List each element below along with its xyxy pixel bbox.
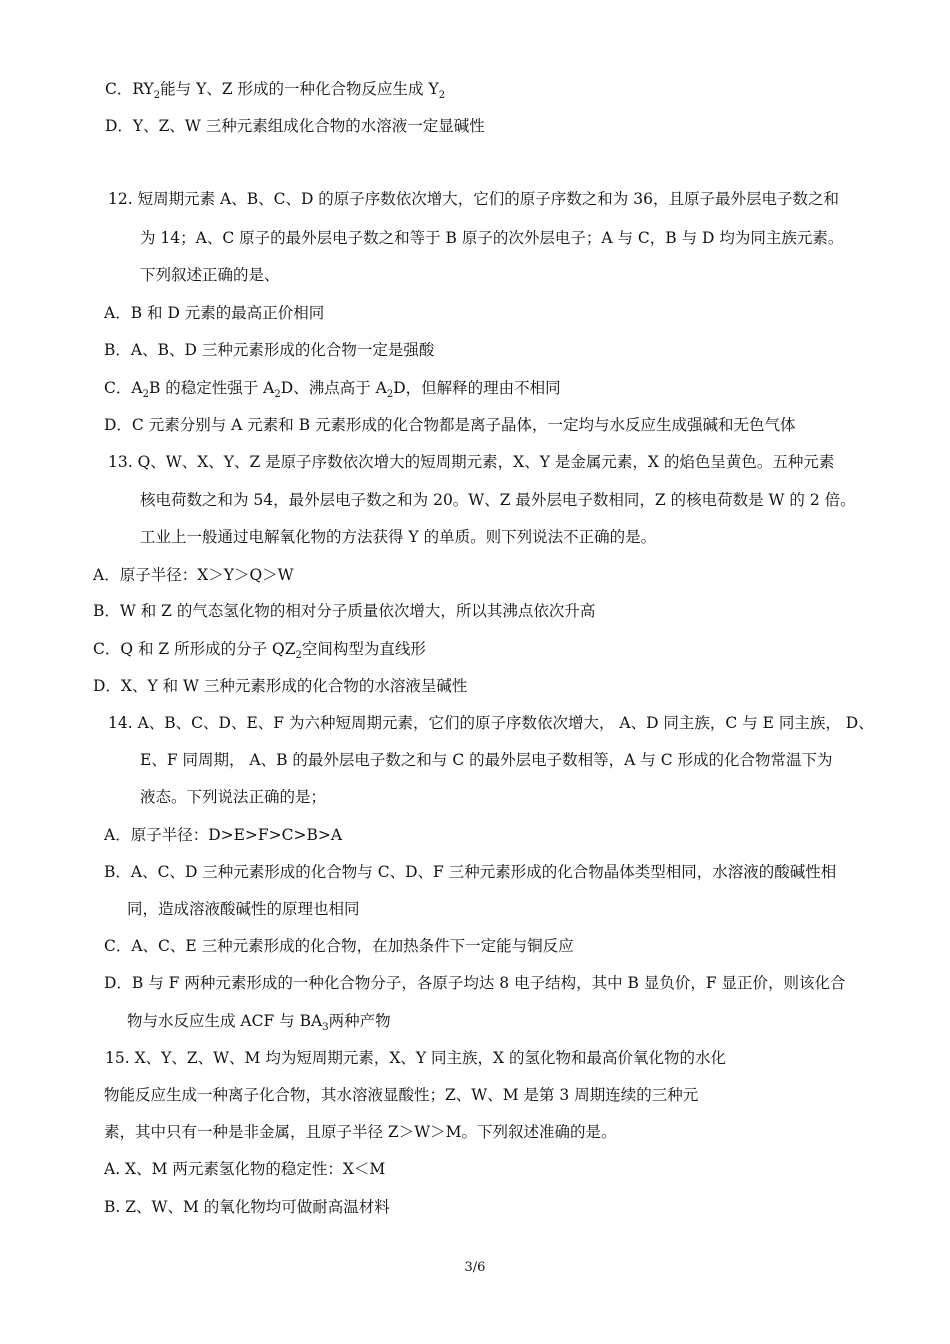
text-run: 为 14；A、C 原子的最外层电子数之和等于 B 原子的次外层电子；A 与 C，B 与 D 均为同主族元素。 xyxy=(140,229,844,247)
page-number: 3/6 xyxy=(464,1260,486,1275)
text-line xyxy=(104,339,434,361)
text-run: B. Z、W、M 的氧化物均可做耐高温材料 xyxy=(104,1198,390,1216)
text-run: 15. X、Y、Z、W、M 均为短周期元素，X、Y 同主族，X 的氢化物和最高价氧化物的水化 xyxy=(105,1049,727,1067)
text-line xyxy=(140,264,280,286)
text-run: 工业上一般通过电解氧化物的方法获得 Y 的单质。则下列说法不正确的是。 xyxy=(140,528,657,546)
text-run: D．B 与 F 两种元素形成的一种化合物分子，各原子均达 8 电子结构，其中 B 显负价，F 显正价，则该化合 xyxy=(104,974,846,992)
text-line xyxy=(93,638,426,660)
text-line xyxy=(104,377,561,399)
text-line xyxy=(140,786,326,808)
text-run: 素，其中只有一种是非金属，且原子半径 Z＞W＞M。下列叙述准确的是。 xyxy=(104,1123,617,1141)
text-line xyxy=(104,824,342,846)
subscript: 2 xyxy=(153,90,161,101)
text-line xyxy=(104,302,324,324)
text-run: 空间构型为直线形 xyxy=(301,640,426,658)
text-run: 液态。下列说法正确的是； xyxy=(140,788,327,806)
text-run: D．C 元素分别与 A 元素和 B 元素形成的化合物都是离子晶体，一定均与水反应生成强碱和无色气体 xyxy=(104,416,796,434)
text-run: 物能反应生成一种离子化合物，其水溶液显酸性；Z、W、M 是第 3 周期连续的三种元 xyxy=(104,1086,699,1104)
text-line xyxy=(108,712,874,734)
text-line xyxy=(104,414,796,436)
text-line xyxy=(93,675,467,697)
text-run: 两种产物 xyxy=(328,1012,391,1030)
subscript: 3 xyxy=(322,1022,329,1033)
text-run: A. X、M 两元素氢化物的稳定性：X＜M xyxy=(104,1160,386,1178)
text-run: D．X、Y 和 W 三种元素形成的化合物的水溶液呈碱性 xyxy=(93,677,468,695)
text-run: 12. 短周期元素 A、B、C、D 的原子序数依次增大，它们的原子序数之和为 36，且原子最外层电子数之和 xyxy=(108,190,839,208)
subscript: 2 xyxy=(142,389,149,400)
text-run: A．B 和 D 元素的最高正价相同 xyxy=(104,304,325,322)
text-line xyxy=(104,1084,698,1106)
text-run: C．RY xyxy=(105,80,154,98)
text-line xyxy=(140,526,656,548)
text-run: A．原子半径：X＞Y＞Q＞W xyxy=(93,566,294,584)
text-line xyxy=(108,188,839,210)
subscript: 2 xyxy=(438,90,446,101)
subscript: 2 xyxy=(274,389,281,400)
text-run: B．W 和 Z 的气态氢化物的相对分子质量依次增大，所以其沸点依次升高 xyxy=(93,602,596,620)
text-line xyxy=(105,115,485,137)
text-run: 同，造成溶液酸碱性的原理也相同 xyxy=(127,900,360,918)
text-line xyxy=(104,1158,385,1180)
text-run: B 的稳定性强于 A xyxy=(148,379,275,397)
subscript: 2 xyxy=(295,650,302,661)
text-line xyxy=(93,564,294,586)
text-run: E、F 同周期， A、B 的最外层电子数之和与 C 的最外层电子数相等，A 与 C 形成的化合物常温下为 xyxy=(140,751,833,769)
text-run: 下列叙述正确的是、 xyxy=(140,266,280,284)
text-line xyxy=(104,861,836,883)
text-line xyxy=(108,451,834,473)
text-line xyxy=(104,935,574,957)
text-run: B．A、B、D 三种元素形成的化合物一定是强酸 xyxy=(104,341,435,359)
text-line xyxy=(105,78,445,100)
text-run: C．Q 和 Z 所形成的分子 QZ xyxy=(93,640,296,658)
text-line xyxy=(127,1010,391,1032)
text-run: D、沸点高于 A xyxy=(280,379,387,397)
text-line xyxy=(105,1047,726,1069)
text-run: B．A、C、D 三种元素形成的化合物与 C、D、F 三种元素形成的化合物晶体类型相同，水溶液的酸碱性相 xyxy=(104,863,837,881)
text-run: 13. Q、W、X、Y、Z 是原子序数依次增大的短周期元素，X、Y 是金属元素，X 的焰色呈黄色。五种元素 xyxy=(108,453,835,471)
subscript: 2 xyxy=(386,389,394,400)
text-line xyxy=(104,972,846,994)
text-run: 物与水反应生成 ACF 与 BA xyxy=(127,1012,323,1030)
text-line xyxy=(140,227,843,249)
text-line xyxy=(140,749,833,771)
text-run: D．Y、Z、W 三种元素组成化合物的水溶液一定显碱性 xyxy=(105,117,485,135)
text-run: 核电荷数之和为 54，最外层电子数之和为 20。W、Z 最外层电子数相同，Z 的核电荷数是 W 的 2 倍。 xyxy=(140,491,856,509)
text-run: C．A xyxy=(104,379,143,397)
text-run: C．A、C、E 三种元素形成的化合物，在加热条件下一定能与铜反应 xyxy=(104,937,574,955)
text-line xyxy=(127,898,360,920)
text-line xyxy=(93,600,595,622)
text-run: 能与 Y、Z 形成的一种化合物反应生成 Y xyxy=(160,80,439,98)
text-run: D，但解释的理由不相同 xyxy=(393,379,561,397)
text-run: 14. A、B、C、D、E、F 为六种短周期元素，它们的原子序数依次增大， A、D 同主族，C 与 E 同主族， D、 xyxy=(108,714,874,732)
text-line xyxy=(104,1196,390,1218)
text-line xyxy=(104,1121,617,1143)
text-run: A．原子半径：D>E>F>C>B>A xyxy=(104,826,343,844)
text-line xyxy=(140,489,856,511)
